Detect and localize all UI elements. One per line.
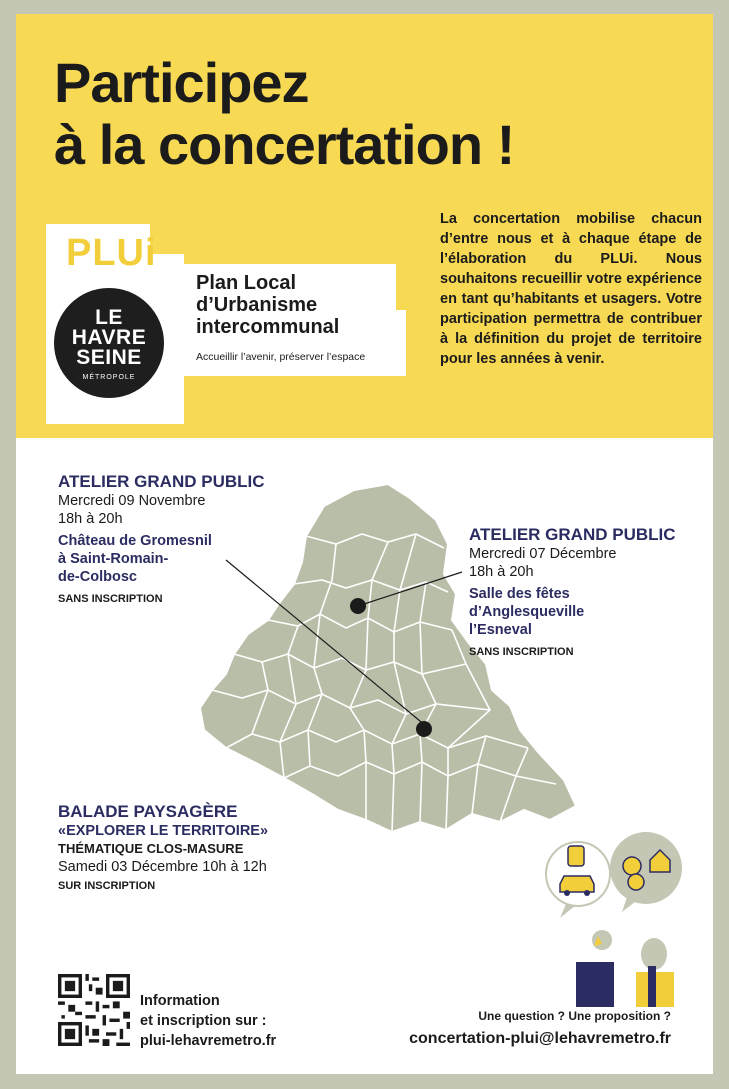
event-3: BALADE PAYSAGÈRE «EXPLORER LE TERRITOIRE» THÉMATIQUE CLOS-MASURE Samedi 03 Décembre 10h à 12h SUR INSCRIPTION — [58, 802, 269, 892]
metropole-logo: LE HAVRE SEINE MÉTROPOLE — [54, 288, 164, 398]
home-tree-bubble-icon — [610, 832, 682, 912]
event-1: ATELIER GRAND PUBLIC Mercredi 09 Novembre 18h à 20h Château de Gromesnil à Saint-Romain- de-Colbosc SANS INSCRIPTION — [58, 472, 265, 605]
illustration — [536, 832, 696, 1007]
person-left-icon — [576, 930, 614, 1007]
event-2: ATELIER GRAND PUBLIC Mercredi 07 Décembre 18h à 20h Salle des fêtes d’Anglesqueville l’Esneval SANS INSCRIPTION — [469, 525, 676, 658]
intro-text: La concertation mobilise chacun d’entre nous et à chaque étape de l’élaboration du PLUi. Nous souhaitons recueillir votre expérience en tant qu’habitants et usagers. Votre participation permettra de contribuer à la définition du projet de territoire pour les années à venir. — [440, 211, 702, 367]
plan-title: Plan Local d’Urbanisme intercommunal — [196, 272, 340, 338]
info-text: Information et inscription sur : plui-lehavremetro.fr — [140, 993, 277, 1049]
title-line-1: Participez — [54, 51, 309, 114]
plan-tagline: Accueillir l’avenir, préserver l’espace — [196, 351, 366, 363]
person-right-icon — [636, 938, 674, 1007]
qr-code[interactable] — [58, 974, 130, 1046]
poster — [16, 14, 713, 1074]
plui-tag: PLUi — [46, 224, 150, 280]
transport-bubble-icon — [546, 842, 610, 918]
question-text: Une question ? Une proposition ? — [478, 1009, 671, 1023]
email-link[interactable]: concertation-plui@lehavremetro.fr — [409, 1030, 671, 1047]
website-link[interactable]: plui-lehavremetro.fr — [140, 1033, 277, 1049]
title-line-2: à la concertation ! — [54, 113, 515, 176]
map-marker-anglesqueville — [350, 598, 366, 614]
map-marker-gromesnil — [416, 721, 432, 737]
